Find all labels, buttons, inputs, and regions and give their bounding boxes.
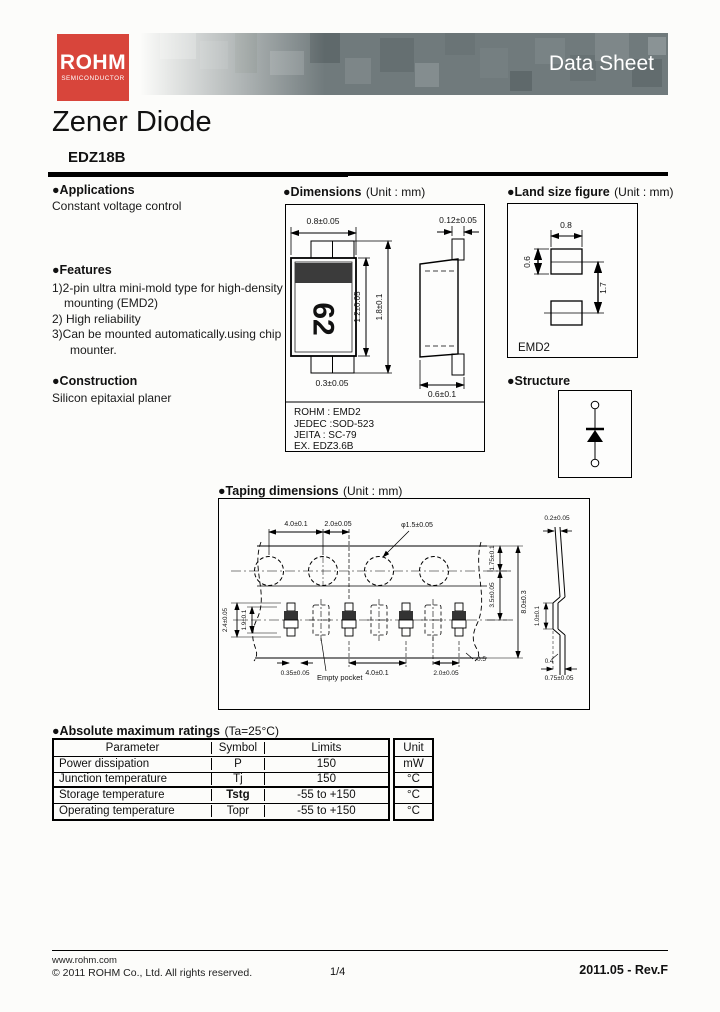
- part-number: EDZ18B: [68, 149, 126, 166]
- table-row: [54, 757, 388, 773]
- row-symbol: Topr: [211, 805, 265, 817]
- tape-pocket-outer: 2.4±0.05: [222, 607, 229, 633]
- row-unit: °C: [407, 773, 420, 786]
- features-line-3: 2) High reliability: [52, 312, 141, 326]
- dim-body-height: 1.2±0.05: [353, 291, 362, 323]
- row-parameter: Power dissipation: [59, 758, 150, 771]
- land-drawing: [508, 204, 637, 357]
- tape-pocket-pitch: 4.0±0.1: [365, 670, 389, 677]
- row-symbol: P: [211, 758, 265, 770]
- standard-example: EX. EDZ3.6B: [294, 441, 354, 451]
- taping-heading-unit: (Unit : mm): [342, 484, 403, 498]
- construction-body: Silicon epitaxial planer: [52, 391, 172, 405]
- features-line-1: 1)2-pin ultra mini-mold type for high-density: [52, 281, 283, 295]
- tape-hole-dia: φ1.5±0.05: [401, 522, 433, 529]
- taping-heading-label: ●Taping dimensions: [218, 484, 339, 498]
- logo-name: ROHM: [59, 51, 127, 74]
- row-unit: °C: [407, 789, 420, 802]
- tape-hole-to-pocket: 2.0±0.05: [324, 521, 352, 528]
- applications-heading: ●Applications: [52, 183, 135, 197]
- footer-rule: [52, 950, 668, 951]
- land-pad-height: 0.6: [522, 256, 532, 268]
- ratings-unit-column: [393, 738, 434, 821]
- row-symbol: Tj: [211, 773, 265, 785]
- land-heading-unit: (Unit : mm): [614, 185, 674, 199]
- footer-copyright: © 2011 ROHM Co., Ltd. All rights reserved.: [52, 967, 253, 979]
- row-symbol: Tstg: [211, 789, 265, 801]
- unit-cell: [395, 773, 432, 789]
- banner-block: [480, 48, 508, 78]
- tape-pocket-inner: 1.9±0.1: [241, 609, 248, 631]
- applications-body: Constant voltage control: [52, 199, 182, 213]
- unit-cell: [395, 788, 432, 804]
- table-row: [54, 804, 388, 820]
- banner-block: [445, 33, 475, 55]
- features-line-2: mounting (EMD2): [64, 296, 159, 310]
- structure-heading: ●Structure: [507, 374, 571, 388]
- ratings-table: [52, 738, 390, 821]
- tape-pocket-depth-inner: 1.0±0.1: [535, 606, 541, 626]
- tape-hole-to-center: 3.5±0.05: [489, 582, 496, 608]
- land-heading-label: ●Land size figure: [507, 185, 610, 199]
- structure-figure: [558, 390, 632, 478]
- row-limits: 150: [316, 773, 336, 786]
- standard-jedec: JEDEC :SOD-523: [294, 419, 375, 430]
- tape-pocket-depth: 0.75±0.05: [544, 675, 574, 682]
- rohm-logo: [57, 34, 129, 101]
- features-line-5: mounter.: [70, 343, 117, 357]
- land-package-name: EMD2: [518, 342, 550, 354]
- dimensions-heading: [283, 183, 425, 201]
- dim-lead-thickness: 0.12±0.05: [439, 215, 477, 225]
- dimensions-heading-unit: (Unit : mm): [365, 185, 426, 199]
- dimensions-drawing: [286, 205, 484, 451]
- construction-heading: ●Construction: [52, 374, 138, 388]
- col-symbol: Symbol: [211, 742, 265, 754]
- banner-block: [380, 38, 414, 72]
- tape-edge-radius: 0.5: [477, 656, 487, 663]
- tape-bottom-width: 0.4: [544, 659, 554, 665]
- dim-lead-width: 0.3±0.05: [315, 378, 349, 388]
- tape-thickness: 0.2±0.05: [544, 515, 570, 522]
- land-size-figure: [507, 203, 638, 358]
- banner-title: Data Sheet: [548, 52, 654, 75]
- banner-fade: [140, 33, 325, 95]
- unit-header: [395, 740, 432, 757]
- dimensions-figure: [285, 204, 485, 452]
- dim-body-width: 0.6±0.1: [427, 389, 457, 399]
- taping-figure: [218, 498, 590, 710]
- land-pitch: 1.7: [598, 282, 608, 294]
- table-row: [54, 773, 388, 789]
- col-limits: Limits: [311, 742, 342, 754]
- row-parameter: Storage temperature: [59, 789, 165, 802]
- footer-page-number: 1/4: [330, 966, 346, 978]
- col-unit: Unit: [403, 742, 424, 754]
- title-rule: [48, 172, 348, 177]
- table-row: [54, 788, 388, 804]
- tape-edge-to-hole: 1.75±0.1: [489, 545, 496, 571]
- banner-block: [510, 71, 532, 91]
- package-marking: 62: [306, 302, 340, 336]
- footer-url: www.rohm.com: [52, 955, 117, 966]
- unit-cell: [395, 757, 432, 773]
- row-unit: °C: [407, 805, 420, 818]
- row-limits: -55 to +150: [297, 789, 356, 802]
- row-parameter: Operating temperature: [59, 805, 175, 818]
- tape-pocket-gap: 0.35±0.05: [280, 670, 310, 677]
- ratings-heading-label: ●Absolute maximum ratings: [52, 724, 220, 738]
- land-heading: [507, 183, 674, 201]
- dimensions-heading-label: ●Dimensions: [283, 185, 362, 199]
- banner-block: [345, 58, 371, 84]
- ratings-header-row: [54, 740, 388, 757]
- banner-block: [415, 63, 439, 87]
- ratings-heading-condition: (Ta=25°C): [224, 724, 279, 738]
- row-limits: 150: [316, 758, 336, 771]
- title-rule-thin: [340, 172, 668, 176]
- tape-hole-pitch: 4.0±0.1: [284, 521, 308, 528]
- standard-rohm: ROHM : EMD2: [294, 407, 361, 418]
- unit-cell: [395, 804, 432, 820]
- features-line-4: 3)Can be mounted automatically.using chip: [52, 327, 282, 341]
- tape-pocket-pitch-half: 2.0±0.05: [433, 670, 459, 677]
- features-heading: ●Features: [52, 263, 112, 277]
- zener-symbol: [559, 391, 631, 477]
- row-limits: -55 to +150: [297, 805, 356, 818]
- tape-width: 8.0±0.3: [521, 590, 528, 614]
- footer-revision: 2011.05 - Rev.F: [579, 963, 668, 977]
- page-title: Zener Diode: [52, 106, 212, 138]
- header-banner: [140, 33, 668, 95]
- logo-subtitle: SEMICONDUCTOR: [61, 75, 125, 82]
- taping-drawing: [219, 499, 589, 709]
- dim-top-width: 0.8±0.05: [306, 216, 340, 226]
- row-parameter: Junction temperature: [59, 773, 168, 786]
- land-pad-width: 0.8: [560, 220, 572, 230]
- row-unit: mW: [403, 758, 424, 771]
- standard-jeita: JEITA : SC-79: [294, 430, 357, 441]
- dim-overall-height: 1.8±0.1: [375, 293, 384, 321]
- tape-empty-pocket-label: Empty pocket: [317, 673, 363, 682]
- col-parameter: Parameter: [105, 742, 160, 754]
